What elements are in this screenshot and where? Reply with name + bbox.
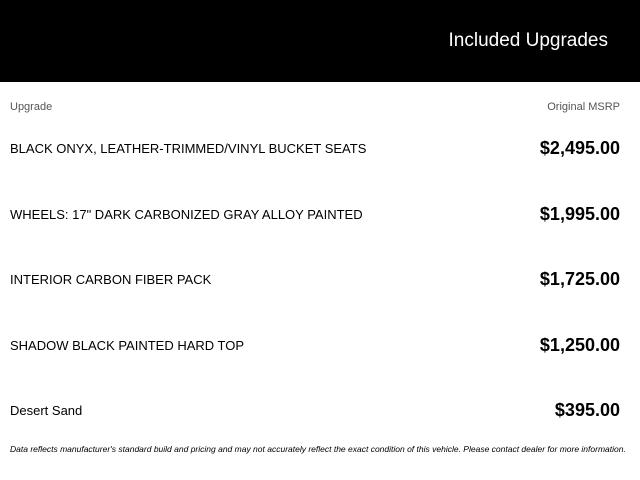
- upgrade-price: $2,495.00: [539, 138, 620, 158]
- upgrade-row: [10, 313, 620, 379]
- page-title: Included Upgrades: [448, 30, 608, 51]
- upgrade-price: $1,725.00: [539, 269, 620, 290]
- disclaimer-text: Data reflects manufacturer's standard build and pricing and may not accurately reflect the exact condition of this vehicle. Please contact dealer for more information.: [10, 444, 626, 454]
- upgrade-price: $1,995.00: [539, 203, 620, 224]
- upgrade-name: Desert Sand: [10, 403, 83, 419]
- upgrade-price: $1,250.00: [539, 334, 620, 355]
- upgrade-name: SHADOW BLACK PAINTED HARD TOP: [10, 337, 245, 353]
- upgrade-row: [10, 116, 620, 182]
- upgrade-row: [10, 378, 620, 444]
- column-headers: [10, 100, 620, 114]
- upgrade-row: [10, 247, 620, 313]
- upgrade-name: BLACK ONYX, LEATHER-TRIMMED/VINYL BUCKET SEATS: [10, 141, 367, 156]
- upgrade-price: $395.00: [554, 400, 620, 421]
- upgrade-row: [10, 182, 620, 248]
- column-header-upgrade: Upgrade: [10, 101, 53, 113]
- header-bar: [0, 0, 640, 82]
- upgrade-name: INTERIOR CARBON FIBER PACK: [10, 272, 212, 288]
- upgrades-list: [10, 116, 620, 444]
- column-header-msrp: Original MSRP: [547, 101, 620, 113]
- upgrade-name: WHEELS: 17" DARK CARBONIZED GRAY ALLOY PAINTED: [10, 206, 363, 222]
